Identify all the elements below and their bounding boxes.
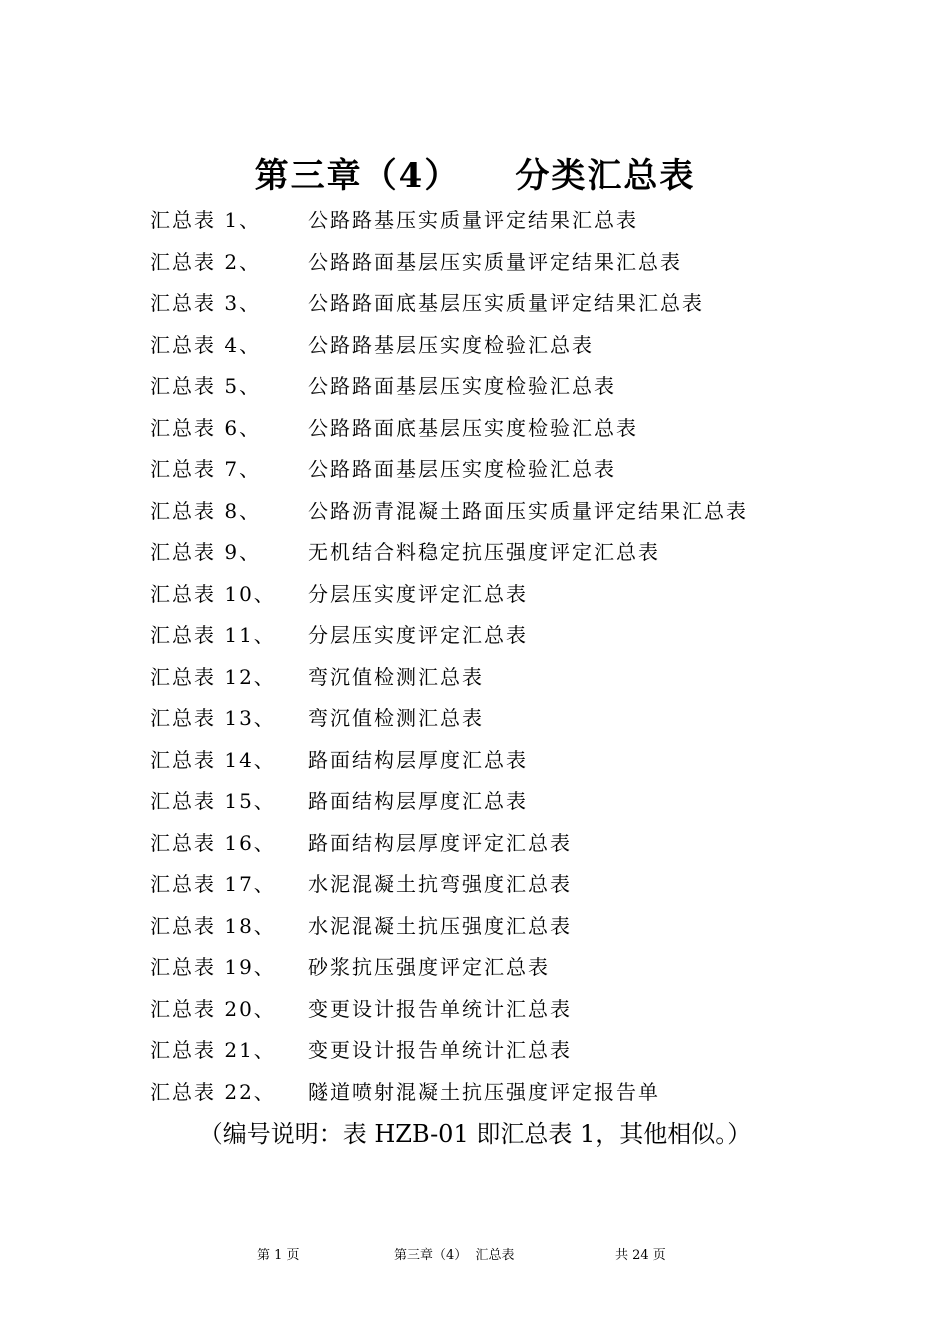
list-item-number: 汇总表 15、 bbox=[150, 789, 276, 813]
list-item-number: 汇总表 14、 bbox=[150, 747, 276, 772]
list-item-number: 汇总表 7、 bbox=[150, 457, 262, 481]
list-item-title: 分层压实度评定汇总表 bbox=[308, 623, 528, 647]
list-item-number: 汇总表 3、 bbox=[150, 291, 262, 315]
list-item-title: 路面结构层厚度汇总表 bbox=[308, 789, 528, 813]
list-item bbox=[150, 491, 910, 533]
list-item-title: 公路路面底基层压实度检验汇总表 bbox=[308, 415, 638, 440]
list-item bbox=[150, 242, 910, 284]
list-item bbox=[150, 615, 910, 657]
list-item bbox=[150, 989, 910, 1031]
list-item bbox=[150, 823, 910, 865]
list-item-title: 变更设计报告单统计汇总表 bbox=[308, 1038, 572, 1062]
list-item-title: 公路沥青混凝土路面压实质量评定结果汇总表 bbox=[308, 498, 748, 523]
list-item-number: 汇总表 2、 bbox=[150, 249, 262, 274]
list-item-number: 汇总表 9、 bbox=[150, 540, 262, 564]
footer-page-number: 第 1 页 bbox=[257, 1248, 300, 1263]
list-item bbox=[150, 1072, 910, 1114]
list-item-number: 汇总表 19、 bbox=[150, 955, 276, 979]
list-item-title: 路面结构层厚度评定汇总表 bbox=[308, 830, 572, 855]
list-item bbox=[150, 408, 910, 450]
list-item-title: 砂浆抗压强度评定汇总表 bbox=[308, 955, 550, 979]
list-item bbox=[150, 657, 910, 699]
list-item-title: 公路路基层压实度检验汇总表 bbox=[308, 332, 594, 357]
list-item-number: 汇总表 10、 bbox=[150, 581, 276, 606]
list-item-number: 汇总表 8、 bbox=[150, 498, 262, 523]
footer-chapter: 第三章（4） 汇总表 bbox=[394, 1248, 515, 1263]
list-item-title: 公路路面基层压实度检验汇总表 bbox=[308, 457, 616, 481]
numbering-note: （编号说明：表 HZB-01 即汇总表 1，其他相似。） bbox=[198, 1120, 752, 1148]
list-item-title: 公路路面基层压实质量评定结果汇总表 bbox=[308, 249, 682, 274]
list-item-title: 水泥混凝土抗弯强度汇总表 bbox=[308, 872, 572, 896]
list-item bbox=[150, 574, 910, 616]
list-item-number: 汇总表 12、 bbox=[150, 664, 276, 689]
list-item-number: 汇总表 11、 bbox=[150, 623, 276, 647]
list-item bbox=[150, 200, 910, 242]
list-item bbox=[150, 325, 910, 367]
list-item-title: 公路路基压实质量评定结果汇总表 bbox=[308, 208, 638, 232]
list-item-title: 变更设计报告单统计汇总表 bbox=[308, 996, 572, 1021]
list-item-number: 汇总表 18、 bbox=[150, 913, 276, 938]
page-title: 第三章（4） 分类汇总表 bbox=[254, 156, 696, 196]
list-item-number: 汇总表 4、 bbox=[150, 332, 262, 357]
list-item bbox=[150, 366, 910, 408]
list-item-title: 无机结合料稳定抗压强度评定汇总表 bbox=[308, 540, 660, 564]
summary-table-list bbox=[150, 200, 910, 1113]
list-item-title: 分层压实度评定汇总表 bbox=[308, 581, 528, 606]
list-item-number: 汇总表 5、 bbox=[150, 374, 262, 398]
list-item-number: 汇总表 6、 bbox=[150, 415, 262, 440]
list-item bbox=[150, 864, 910, 906]
list-item bbox=[150, 906, 910, 948]
list-item-number: 汇总表 13、 bbox=[150, 706, 276, 730]
footer-total-pages: 共 24 页 bbox=[615, 1248, 666, 1263]
page-footer bbox=[0, 1245, 950, 1267]
list-item bbox=[150, 740, 910, 782]
list-item bbox=[150, 532, 910, 574]
list-item bbox=[150, 283, 910, 325]
list-item-number: 汇总表 1、 bbox=[150, 208, 262, 232]
list-item-number: 汇总表 16、 bbox=[150, 830, 276, 855]
list-item bbox=[150, 781, 910, 823]
list-item-title: 公路路面基层压实度检验汇总表 bbox=[308, 374, 616, 398]
list-item-title: 弯沉值检测汇总表 bbox=[308, 706, 484, 730]
list-item-number: 汇总表 20、 bbox=[150, 996, 276, 1021]
list-item-number: 汇总表 22、 bbox=[150, 1079, 276, 1104]
list-item bbox=[150, 449, 910, 491]
list-item-title: 隧道喷射混凝土抗压强度评定报告单 bbox=[308, 1079, 660, 1104]
list-item-title: 公路路面底基层压实质量评定结果汇总表 bbox=[308, 291, 704, 315]
list-item-title: 路面结构层厚度汇总表 bbox=[308, 747, 528, 772]
list-item bbox=[150, 1030, 910, 1072]
list-item-number: 汇总表 17、 bbox=[150, 872, 276, 896]
list-item-title: 弯沉值检测汇总表 bbox=[308, 664, 484, 689]
list-item bbox=[150, 698, 910, 740]
list-item-number: 汇总表 21、 bbox=[150, 1038, 276, 1062]
list-item bbox=[150, 947, 910, 989]
list-item-title: 水泥混凝土抗压强度汇总表 bbox=[308, 913, 572, 938]
